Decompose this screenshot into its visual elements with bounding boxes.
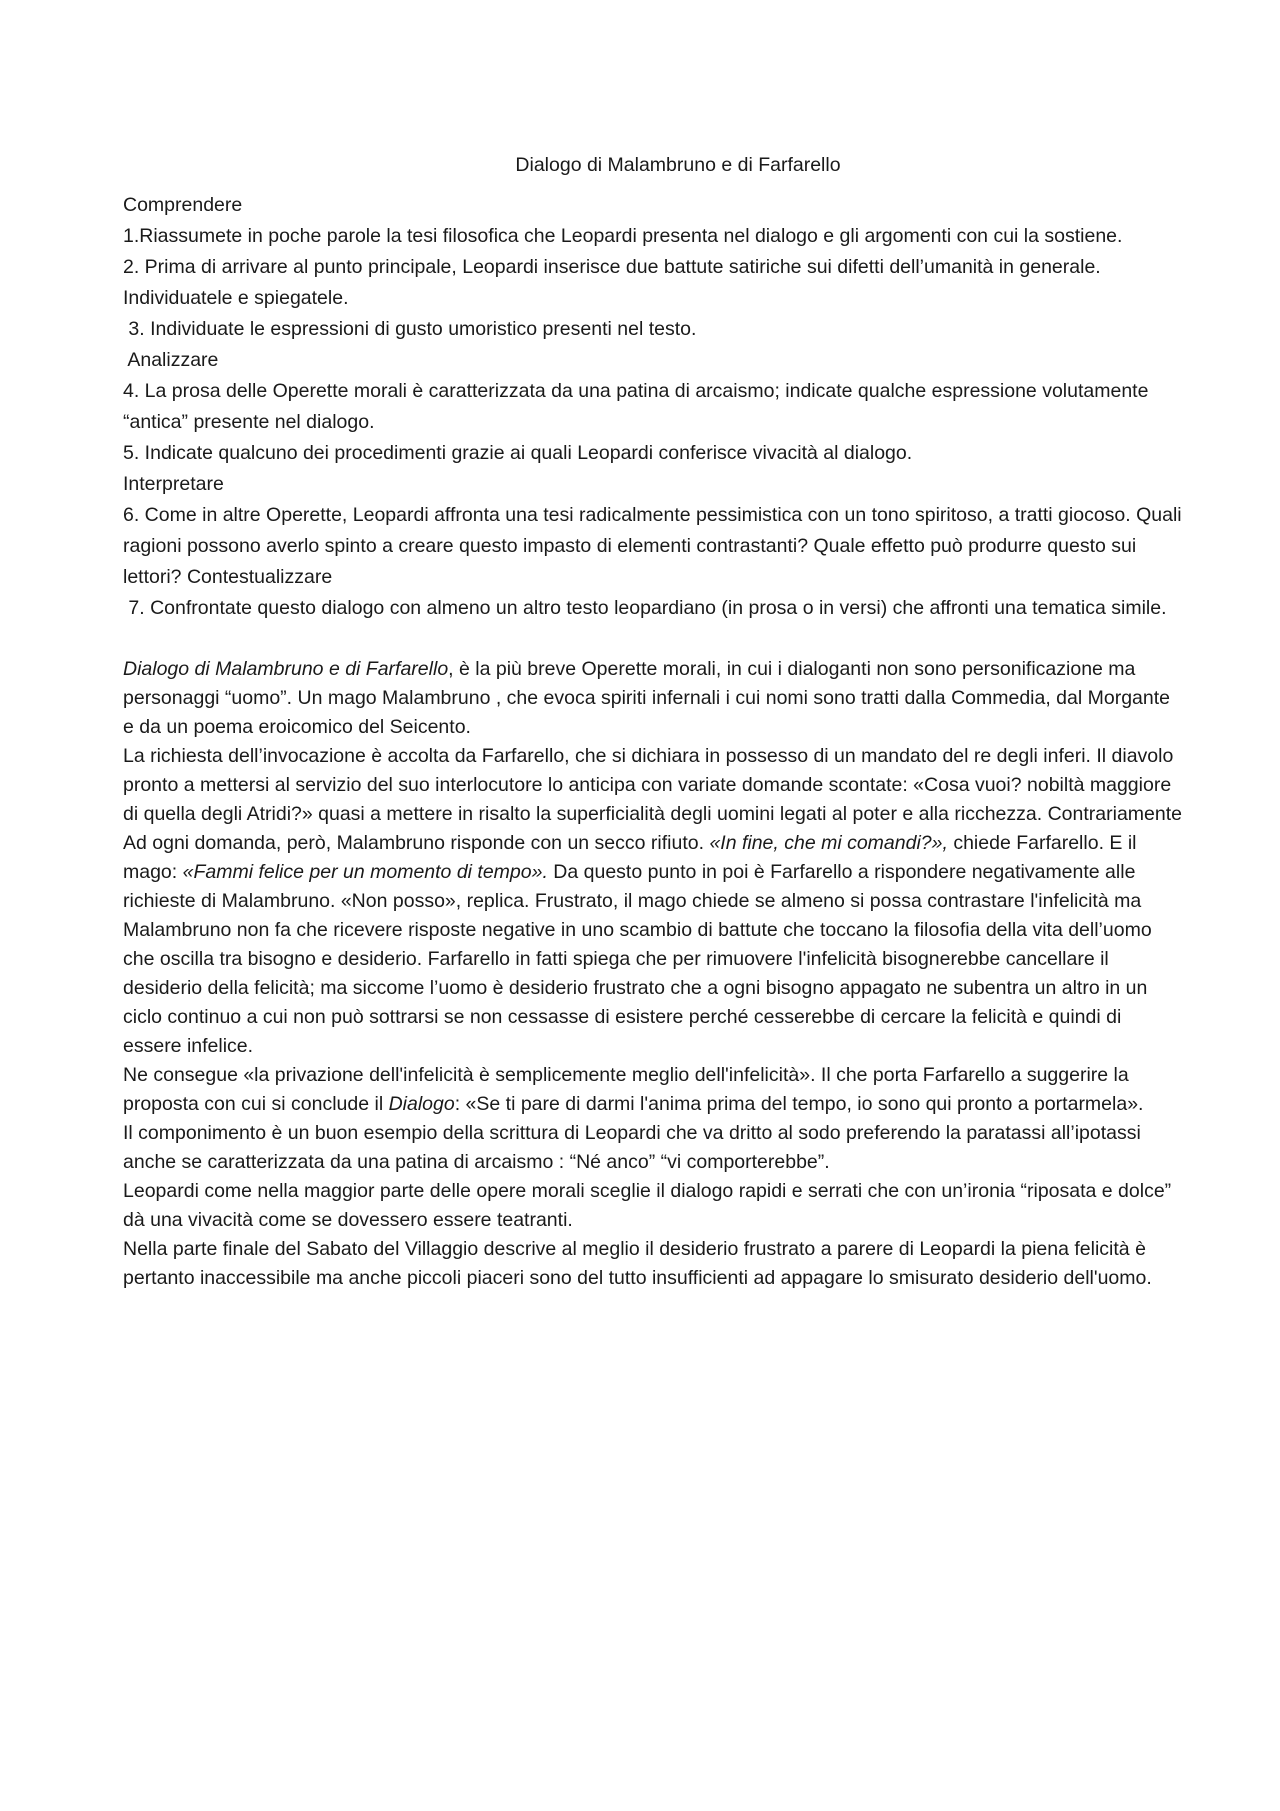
essay-p2-italic-2: «Fammi felice per un momento di tempo». xyxy=(182,861,548,883)
essay-p2-text-c: Da questo punto in poi è Farfarello a rispondere negativamente alle richieste di Malambruno. «Non posso», replica. Frustrato, il mago chiede se almeno si possa contrastare l'infelicità ma Malambruno non fa che ricevere risposte negative in uno scambio di battute che toccano la filosofia della vita dell’uomo che oscilla tra bisogno e desiderio. Farfarello in fatti spiega che per rimuovere l'infelicità bisognerebbe cancellare il desiderio della felicità; ma siccome l’uomo è desiderio frustrato che a ogni bisogno appagato ne subentra un altro in un ciclo continuo a cui non può sottrarsi se non cessasse di esistere perché cesserebbe di cercare la felicità e quindi di essere infelice. xyxy=(123,861,1152,1057)
essay-p3-text-b: : «Se ti pare di darmi l'anima prima del tempo, io sono qui pronto a portarmela». xyxy=(454,1093,1144,1115)
questions-section xyxy=(123,190,1183,624)
essay-p2-text-a: La richiesta dell’invocazione è accolta da Farfarello, che si dichiara in possesso di un mandato del re degli inferi. Il diavolo pronto a mettersi al servizio del suo interlocutore lo anticipa con variate domande scontate: «Cosa vuoi? nobiltà maggiore di quella degli Atridi?» quasi a mettere in risalto la superficialità degli uomini legati al poter e alla ricchezza. Contrariamente Ad ogni domanda, però, Malambruno risponde con un secco rifiuto. xyxy=(123,745,1182,854)
question-3: 3. Individuate le espressioni di gusto umoristico presenti nel testo. xyxy=(123,318,697,340)
heading-interpretare: Interpretare xyxy=(123,473,224,495)
essay-paragraph-2 xyxy=(123,742,1183,1061)
essay-p3-italic: Dialogo xyxy=(388,1093,455,1115)
essay-p2-text-b: chiede Farfarello. E il mago: xyxy=(123,832,1137,883)
essay-paragraph-1 xyxy=(123,655,1183,742)
essay-section xyxy=(123,655,1183,1293)
document-title: Dialogo di Malambruno e di Farfarello xyxy=(515,154,841,176)
essay-p1-italic: Dialogo di Malambruno e di Farfarello xyxy=(123,658,449,680)
essay-paragraph-3 xyxy=(123,1061,1183,1119)
document-page xyxy=(123,150,1183,1293)
question-2: 2. Prima di arrivare al punto principale, Leopardi inserisce due battute satiriche sui difetti dell’umanità in generale. Individuatele e spiegatele. xyxy=(123,256,1101,309)
essay-p1-text: , è la più breve Operette morali, in cui i dialoganti non sono personificazione ma personaggi “uomo”. Un mago Malambruno , che evoca spiriti infernali i cui nomi sono tratti dalla Commedia, dal Morgante e da un poema eroicomico del Seicento. xyxy=(123,658,1171,738)
question-4: 4. La prosa delle Operette morali è caratterizzata da una patina di arcaismo; indicate qualche espressione volutamente “antica” presente nel dialogo. xyxy=(123,380,1149,433)
section-spacer xyxy=(123,624,1183,655)
essay-paragraph-5: Leopardi come nella maggior parte delle opere morali sceglie il dialogo rapidi e serrati che con un’ironia “riposata e dolce” dà una vivacità come se dovessero essere teatranti. xyxy=(123,1180,1172,1231)
essay-paragraph-4: Il componimento è un buon esempio della scrittura di Leopardi che va dritto al sodo preferendo la paratassi all’ipotassi anche se caratterizzata da una patina di arcaismo : “Né anco” “vi comporterebbe”. xyxy=(123,1122,1141,1173)
heading-comprendere: Comprendere xyxy=(123,194,243,216)
question-5: 5. Indicate qualcuno dei procedimenti grazie ai quali Leopardi conferisce vivacità al dialogo. xyxy=(123,442,913,464)
essay-p2-italic-1: «In fine, che mi comandi?», xyxy=(709,832,948,854)
question-6: 6. Come in altre Operette, Leopardi affronta una tesi radicalmente pessimistica con un tono spiritoso, a tratti giocoso. Quali ragioni possono averlo spinto a creare questo impasto di elementi contrastanti? Quale effetto può produrre questo sui lettori? Contestualizzare xyxy=(123,504,1182,588)
essay-p3-text-a: Ne consegue «la privazione dell'infelicità è semplicemente meglio dell'infelicità». Il che porta Farfarello a suggerire la proposta con cui si conclude il xyxy=(123,1064,1129,1115)
essay-paragraph-6: Nella parte finale del Sabato del Villaggio descrive al meglio il desiderio frustrato a parere di Leopardi la piena felicità è pertanto inaccessibile ma anche piccoli piaceri sono del tutto insufficienti ad appagare lo smisurato desiderio dell'uomo. xyxy=(123,1238,1152,1289)
question-7: 7. Confrontate questo dialogo con almeno un altro testo leopardiano (in prosa o in versi) che affronti una tematica simile. xyxy=(123,597,1167,619)
heading-analizzare: Analizzare xyxy=(123,349,219,371)
question-1: 1.Riassumete in poche parole la tesi filosofica che Leopardi presenta nel dialogo e gli argomenti con cui la sostiene. xyxy=(123,225,1123,247)
